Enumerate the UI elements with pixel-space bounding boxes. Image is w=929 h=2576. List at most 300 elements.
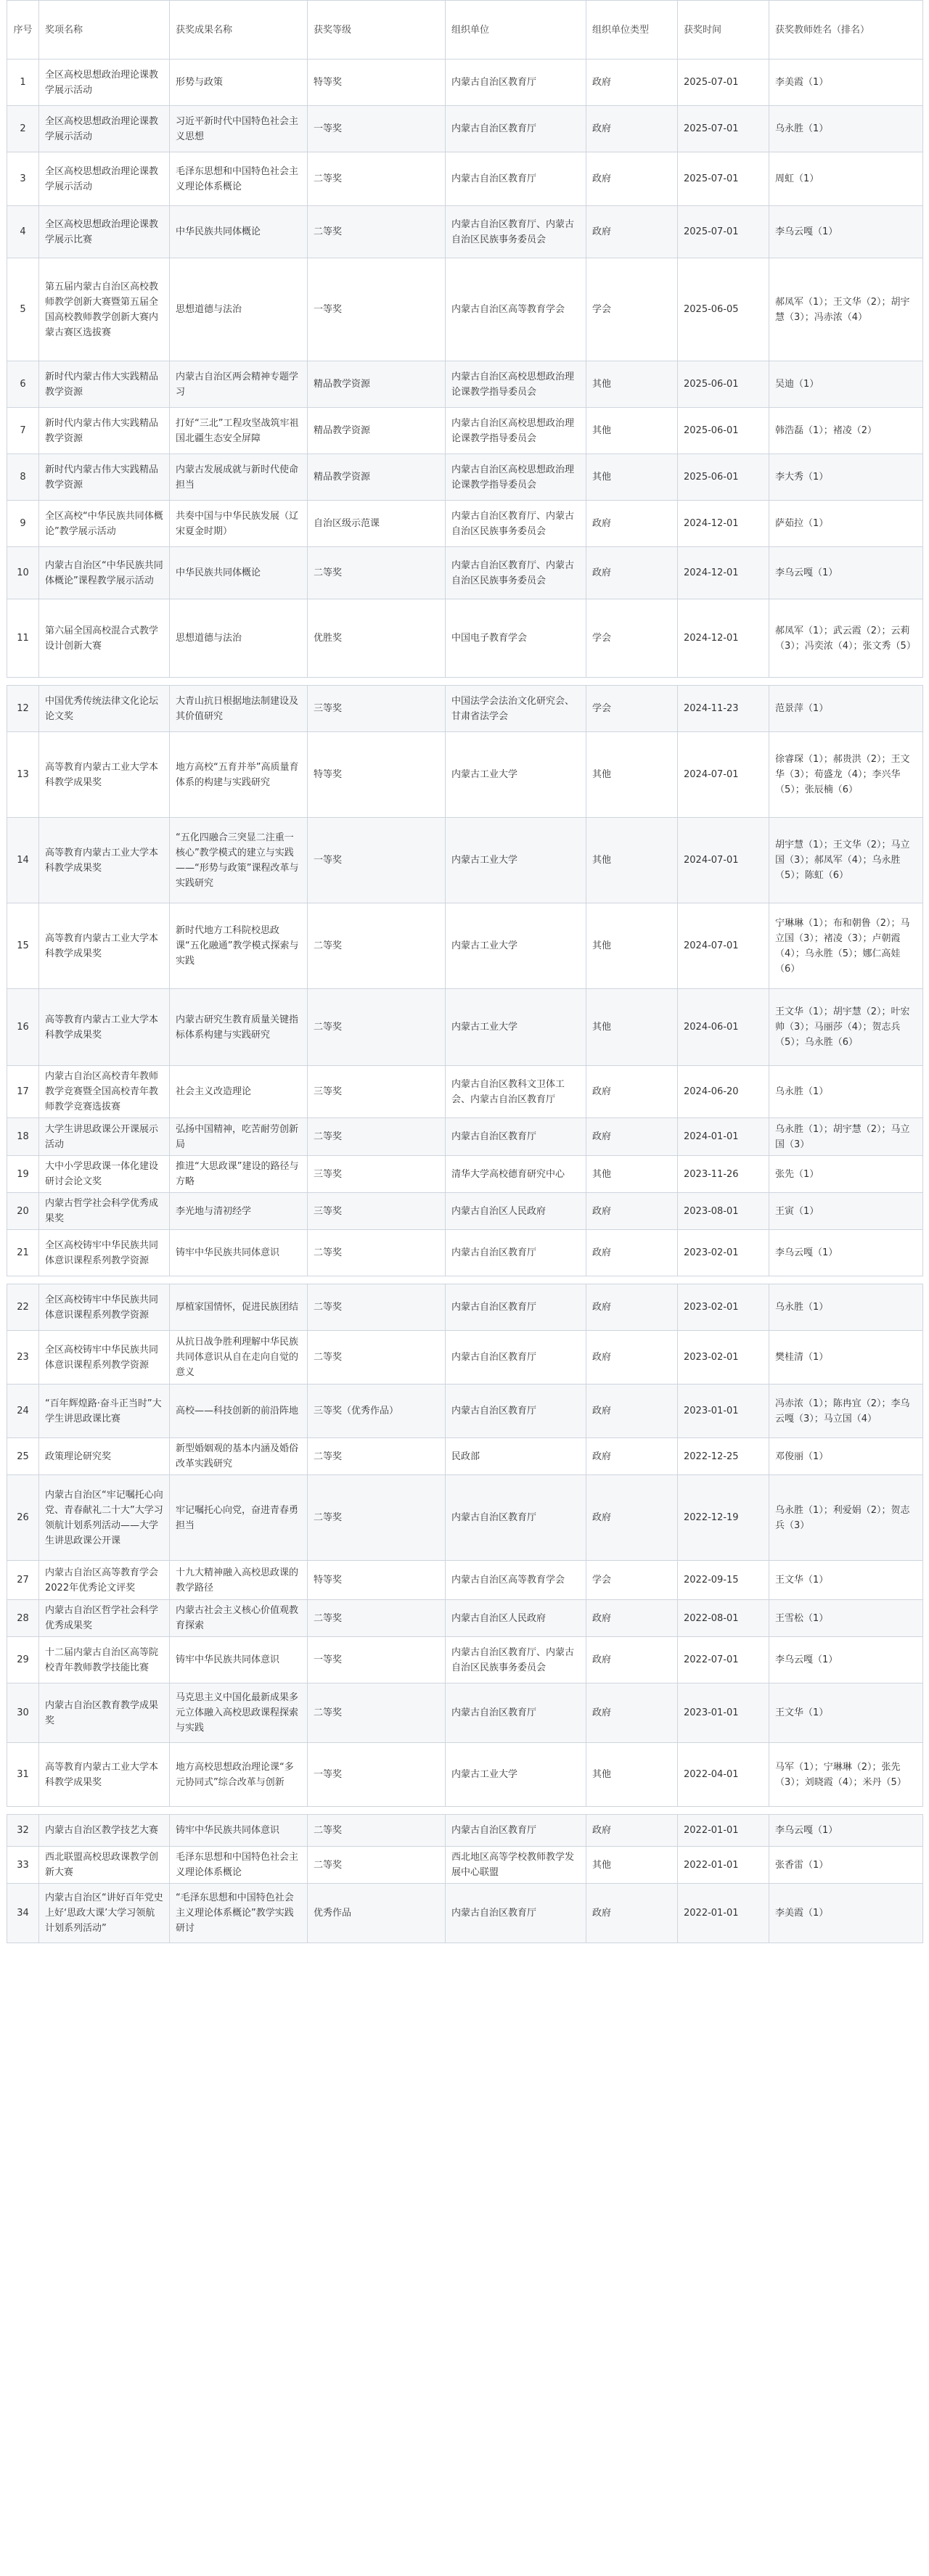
cell-organizer-type: 学会: [586, 1561, 678, 1600]
cell-result-name: 社会主义改造理论: [170, 1066, 308, 1118]
cell-award-date: 2024-06-01: [678, 989, 769, 1066]
cell-award-level: 三等奖: [308, 1066, 446, 1118]
cell-organizer: 内蒙古自治区教育厅: [446, 60, 586, 106]
cell-index: 32: [7, 1815, 39, 1847]
cell-result-name: 习近平新时代中国特色社会主义思想: [170, 106, 308, 152]
cell-organizer: 内蒙古工业大学: [446, 732, 586, 818]
table-row: [7, 1385, 923, 1438]
cell-award-date: 2022-07-01: [678, 1637, 769, 1683]
cell-award-name: 西北联盟高校思政课教学创新大赛: [39, 1847, 170, 1884]
cell-teachers: 宁琳琳（1）；布和朝鲁（2）；马立国（3）；褚凌（3）；卢朝霞（4）；乌永胜（5）；娜仁高娃（6）: [769, 903, 923, 989]
cell-teachers: 郝凤军（1）；王文华（2）；胡宇慧（3）；冯赤浓（4）: [769, 258, 923, 361]
table-row: [7, 106, 923, 152]
cell-index: 28: [7, 1600, 39, 1637]
cell-organizer-type: 政府: [586, 501, 678, 547]
table-row: [7, 501, 923, 547]
cell-index: 22: [7, 1284, 39, 1331]
cell-award-name: 新时代内蒙古伟大实践精品教学资源: [39, 361, 170, 408]
award-table: [7, 0, 923, 1943]
cell-teachers: 邓俊丽（1）: [769, 1438, 923, 1475]
cell-organizer-type: 其他: [586, 361, 678, 408]
table-row: [7, 1438, 923, 1475]
cell-award-date: 2025-07-01: [678, 106, 769, 152]
cell-index: 4: [7, 206, 39, 258]
cell-award-level: 二等奖: [308, 1331, 446, 1385]
table-row: [7, 989, 923, 1066]
cell-organizer-type: 政府: [586, 1230, 678, 1276]
cell-result-name: 打好“三北”工程攻坚战筑牢祖国北疆生态安全屏障: [170, 408, 308, 454]
cell-result-name: 内蒙古自治区两会精神专题学习: [170, 361, 308, 408]
cell-index: 14: [7, 818, 39, 903]
table-row: [7, 152, 923, 206]
table-row: [7, 1066, 923, 1118]
cell-award-name: 高等教育内蒙古工业大学本科教学成果奖: [39, 818, 170, 903]
cell-organizer: 内蒙古自治区教育厅: [446, 152, 586, 206]
cell-result-name: 厚植家国情怀，促进民族团结: [170, 1284, 308, 1331]
table-row: [7, 732, 923, 818]
cell-result-name: 从抗日战争胜利理解中华民族共同体意识从自在走向自觉的意义: [170, 1331, 308, 1385]
cell-result-name: 中华民族共同体概论: [170, 206, 308, 258]
table-row: [7, 1637, 923, 1683]
cell-teachers: 萨茹拉（1）: [769, 501, 923, 547]
cell-organizer: 内蒙古自治区教育厅: [446, 1475, 586, 1561]
cell-teachers: 李乌云嘎（1）: [769, 1637, 923, 1683]
cell-award-level: 二等奖: [308, 1600, 446, 1637]
table-row: [7, 1156, 923, 1193]
cell-teachers: 乌永胜（1）: [769, 1284, 923, 1331]
cell-result-name: 李光地与清初经学: [170, 1193, 308, 1230]
table-row: [7, 1331, 923, 1385]
cell-award-name: 内蒙古自治区教学技艺大赛: [39, 1815, 170, 1847]
cell-award-date: 2024-11-23: [678, 686, 769, 732]
cell-organizer-type: 政府: [586, 1815, 678, 1847]
cell-index: 34: [7, 1884, 39, 1943]
cell-award-date: 2023-01-01: [678, 1385, 769, 1438]
cell-organizer-type: 政府: [586, 106, 678, 152]
cell-result-name: “五化四融合三突显二注重一核心”教学模式的建立与实践——“形势与政策”课程改革与实践研究: [170, 818, 308, 903]
cell-organizer: 内蒙古自治区人民政府: [446, 1600, 586, 1637]
cell-organizer: 内蒙古自治区高校思想政治理论课教学指导委员会: [446, 454, 586, 501]
cell-award-name: 高等教育内蒙古工业大学本科教学成果奖: [39, 732, 170, 818]
cell-teachers: 徐睿琛（1）；郝贵洪（2）；王文华（3）；荀盛龙（4）；李兴华（5）；张辰楠（6）: [769, 732, 923, 818]
cell-organizer: 内蒙古自治区人民政府: [446, 1193, 586, 1230]
cell-award-name: 内蒙古自治区“中华民族共同体概论”课程教学展示活动: [39, 547, 170, 599]
cell-award-level: 二等奖: [308, 1683, 446, 1743]
table-row: [7, 547, 923, 599]
cell-award-name: 全区高校“中华民族共同体概论”教学展示活动: [39, 501, 170, 547]
cell-index: 23: [7, 1331, 39, 1385]
cell-teachers: 乌永胜（1）；利爱娟（2）；贺志兵（3）: [769, 1475, 923, 1561]
cell-award-level: 三等奖: [308, 686, 446, 732]
cell-teachers: 李乌云嘎（1）: [769, 1230, 923, 1276]
cell-award-level: 一等奖: [308, 818, 446, 903]
cell-award-level: 一等奖: [308, 1637, 446, 1683]
cell-organizer-type: 政府: [586, 1475, 678, 1561]
cell-index: 29: [7, 1637, 39, 1683]
header-organizer: 组织单位: [446, 1, 586, 60]
cell-result-name: 地方高校思想政治理论课“多元协同式”综合改革与创新: [170, 1743, 308, 1807]
cell-organizer: 内蒙古自治区教育厅、内蒙古自治区民族事务委员会: [446, 206, 586, 258]
cell-award-level: 二等奖: [308, 903, 446, 989]
cell-organizer: 内蒙古自治区教育厅、内蒙古自治区民族事务委员会: [446, 501, 586, 547]
cell-index: 1: [7, 60, 39, 106]
cell-award-name: 全区高校铸牢中华民族共同体意识课程系列教学资源: [39, 1331, 170, 1385]
cell-award-level: 二等奖: [308, 1475, 446, 1561]
cell-index: 2: [7, 106, 39, 152]
cell-index: 25: [7, 1438, 39, 1475]
cell-organizer: 清华大学高校德育研究中心: [446, 1156, 586, 1193]
cell-organizer: 内蒙古自治区教育厅: [446, 1884, 586, 1943]
cell-index: 16: [7, 989, 39, 1066]
cell-award-level: 精品教学资源: [308, 361, 446, 408]
cell-teachers: 乌永胜（1）: [769, 1066, 923, 1118]
cell-organizer: 内蒙古自治区教育厅、内蒙古自治区民族事务委员会: [446, 547, 586, 599]
cell-award-level: 二等奖: [308, 1118, 446, 1156]
cell-award-level: 三等奖: [308, 1193, 446, 1230]
cell-award-name: 内蒙古哲学社会科学优秀成果奖: [39, 1193, 170, 1230]
cell-organizer: 内蒙古自治区高校思想政治理论课教学指导委员会: [446, 408, 586, 454]
cell-result-name: 铸牢中华民族共同体意识: [170, 1230, 308, 1276]
cell-award-name: 第六届全国高校混合式教学设计创新大赛: [39, 599, 170, 678]
cell-award-date: 2025-06-01: [678, 361, 769, 408]
cell-organizer: 内蒙古自治区教育厅: [446, 1230, 586, 1276]
cell-result-name: 弘扬中国精神，吃苦耐劳创新局: [170, 1118, 308, 1156]
cell-award-date: 2022-01-01: [678, 1884, 769, 1943]
cell-award-level: 一等奖: [308, 258, 446, 361]
cell-award-name: 全区高校思想政治理论课教学展示活动: [39, 60, 170, 106]
cell-award-date: 2024-12-01: [678, 599, 769, 678]
table-row: [7, 1230, 923, 1276]
cell-organizer-type: 政府: [586, 1385, 678, 1438]
cell-award-level: 自治区级示范课: [308, 501, 446, 547]
cell-award-level: 三等奖: [308, 1156, 446, 1193]
row-separator-cell: [7, 1807, 923, 1815]
cell-result-name: 大青山抗日根据地法制建设及其价值研究: [170, 686, 308, 732]
cell-organizer: 西北地区高等学校教师教学发展中心联盟: [446, 1847, 586, 1884]
cell-award-date: 2024-07-01: [678, 732, 769, 818]
cell-organizer-type: 其他: [586, 903, 678, 989]
cell-teachers: 胡宇慧（1）；王文华（2）；马立国（3）；郝凤军（4）；乌永胜（5）；陈虹（6）: [769, 818, 923, 903]
cell-award-name: 高等教育内蒙古工业大学本科教学成果奖: [39, 1743, 170, 1807]
cell-result-name: 内蒙古研究生教育质量关键指标体系构建与实践研究: [170, 989, 308, 1066]
cell-result-name: 高校——科技创新的前沿阵地: [170, 1385, 308, 1438]
table-row: [7, 258, 923, 361]
cell-award-date: 2024-01-01: [678, 1118, 769, 1156]
table-row: [7, 1475, 923, 1561]
cell-teachers: 张先（1）: [769, 1156, 923, 1193]
cell-award-name: 十二届内蒙古自治区高等院校青年教师教学技能比赛: [39, 1637, 170, 1683]
cell-index: 19: [7, 1156, 39, 1193]
cell-index: 6: [7, 361, 39, 408]
table-row: [7, 408, 923, 454]
cell-organizer-type: 政府: [586, 1438, 678, 1475]
cell-organizer: 内蒙古自治区教育厅: [446, 1385, 586, 1438]
cell-award-name: 新时代内蒙古伟大实践精品教学资源: [39, 454, 170, 501]
cell-organizer: 民政部: [446, 1438, 586, 1475]
cell-organizer: 内蒙古自治区高等教育学会: [446, 258, 586, 361]
cell-result-name: 十九大精神融入高校思政课的教学路径: [170, 1561, 308, 1600]
cell-award-date: 2025-06-01: [678, 408, 769, 454]
cell-organizer: 内蒙古自治区高等教育学会: [446, 1561, 586, 1600]
cell-organizer-type: 其他: [586, 1156, 678, 1193]
table-header: [7, 1, 923, 60]
cell-award-name: 内蒙古自治区“讲好百年党史上好‘思政大课’大学习领航计划系列活动”: [39, 1884, 170, 1943]
table-row: [7, 454, 923, 501]
cell-organizer-type: 政府: [586, 60, 678, 106]
table-row: [7, 1284, 923, 1331]
cell-award-date: 2022-04-01: [678, 1743, 769, 1807]
cell-index: 30: [7, 1683, 39, 1743]
cell-award-level: 二等奖: [308, 1230, 446, 1276]
cell-organizer-type: 政府: [586, 1600, 678, 1637]
cell-teachers: 郝凤军（1）；武云霞（2）；云莉（3）；冯奕浓（4）；张文秀（5）: [769, 599, 923, 678]
cell-result-name: 思想道德与法治: [170, 599, 308, 678]
cell-organizer-type: 其他: [586, 454, 678, 501]
cell-result-name: 形势与政策: [170, 60, 308, 106]
cell-award-name: 内蒙古自治区高校青年教师教学竞赛暨全国高校青年教师教学竞赛选拔赛: [39, 1066, 170, 1118]
cell-organizer: 内蒙古工业大学: [446, 903, 586, 989]
table-row: [7, 1561, 923, 1600]
cell-organizer: 内蒙古工业大学: [446, 1743, 586, 1807]
cell-award-name: 全区高校思想政治理论课教学展示活动: [39, 106, 170, 152]
cell-result-name: 内蒙古发展成就与新时代使命担当: [170, 454, 308, 501]
cell-organizer-type: 其他: [586, 732, 678, 818]
cell-award-name: 内蒙古自治区“牢记嘱托心向党、青春献礼二十大”大学习领航计划系列活动——大学生讲思政课公开课: [39, 1475, 170, 1561]
cell-award-level: 精品教学资源: [308, 454, 446, 501]
table-row: [7, 1193, 923, 1230]
cell-teachers: 李乌云嘎（1）: [769, 206, 923, 258]
cell-result-name: 铸牢中华民族共同体意识: [170, 1637, 308, 1683]
cell-teachers: 李大秀（1）: [769, 454, 923, 501]
cell-organizer-type: 政府: [586, 1637, 678, 1683]
cell-result-name: 共奏中国与中华民族发展（辽宋夏金时期）: [170, 501, 308, 547]
cell-award-name: 全区高校思想政治理论课教学展示活动: [39, 152, 170, 206]
table-row: [7, 1743, 923, 1807]
cell-award-date: 2025-07-01: [678, 206, 769, 258]
table-row: [7, 1815, 923, 1847]
cell-organizer-type: 政府: [586, 1118, 678, 1156]
table-row: [7, 1884, 923, 1943]
cell-result-name: 思想道德与法治: [170, 258, 308, 361]
table-row: [7, 686, 923, 732]
cell-award-date: 2024-12-01: [678, 547, 769, 599]
table-row: [7, 1683, 923, 1743]
cell-teachers: 王文华（1）；胡宇慧（2）；叶宏帅（3）；马丽莎（4）；贺志兵（5）；乌永胜（6）: [769, 989, 923, 1066]
cell-award-level: 二等奖: [308, 1847, 446, 1884]
cell-index: 3: [7, 152, 39, 206]
cell-teachers: 范景萍（1）: [769, 686, 923, 732]
cell-index: 12: [7, 686, 39, 732]
cell-organizer: 内蒙古工业大学: [446, 989, 586, 1066]
row-separator: [7, 678, 923, 686]
cell-teachers: 周虹（1）: [769, 152, 923, 206]
header-organizer-type: 组织单位类型: [586, 1, 678, 60]
row-separator-cell: [7, 1276, 923, 1284]
cell-award-date: 2022-12-25: [678, 1438, 769, 1475]
header-index: 序号: [7, 1, 39, 60]
table-row: [7, 1847, 923, 1884]
row-separator: [7, 1276, 923, 1284]
cell-organizer-type: 政府: [586, 1683, 678, 1743]
cell-teachers: 李美霞（1）: [769, 1884, 923, 1943]
cell-award-date: 2025-07-01: [678, 152, 769, 206]
cell-organizer: 内蒙古自治区教育厅: [446, 106, 586, 152]
cell-award-date: 2023-02-01: [678, 1230, 769, 1276]
cell-award-date: 2025-07-01: [678, 60, 769, 106]
cell-award-name: 全区高校铸牢中华民族共同体意识课程系列教学资源: [39, 1230, 170, 1276]
cell-award-level: 二等奖: [308, 1284, 446, 1331]
table-row: [7, 903, 923, 989]
cell-award-name: 内蒙古自治区哲学社会科学优秀成果奖: [39, 1600, 170, 1637]
cell-award-date: 2024-12-01: [678, 501, 769, 547]
cell-award-name: 大中小学思政课一体化建设研讨会论文奖: [39, 1156, 170, 1193]
cell-teachers: 马军（1）；宁琳琳（2）；张先（3）；刘晓霞（4）；米丹（5）: [769, 1743, 923, 1807]
cell-award-name: “百年辉煌路·奋斗正当时”大学生讲思政课比赛: [39, 1385, 170, 1438]
cell-award-date: 2022-12-19: [678, 1475, 769, 1561]
cell-award-name: 高等教育内蒙古工业大学本科教学成果奖: [39, 989, 170, 1066]
cell-index: 10: [7, 547, 39, 599]
cell-award-name: 全区高校思想政治理论课教学展示比赛: [39, 206, 170, 258]
cell-organizer-type: 学会: [586, 599, 678, 678]
cell-teachers: 张香雷（1）: [769, 1847, 923, 1884]
cell-organizer: 中国法学会法治文化研究会、甘肃省法学会: [446, 686, 586, 732]
cell-result-name: “毛泽东思想和中国特色社会主义理论体系概论”教学实践研讨: [170, 1884, 308, 1943]
cell-organizer: 内蒙古自治区教育厅: [446, 1118, 586, 1156]
cell-teachers: 吴迪（1）: [769, 361, 923, 408]
cell-result-name: 中华民族共同体概论: [170, 547, 308, 599]
cell-award-name: 大学生讲思政课公开课展示活动: [39, 1118, 170, 1156]
cell-organizer-type: 政府: [586, 1193, 678, 1230]
cell-teachers: 韩浩磊（1）；褚凌（2）: [769, 408, 923, 454]
cell-result-name: 推进“大思政课”建设的路径与方略: [170, 1156, 308, 1193]
cell-award-date: 2022-01-01: [678, 1815, 769, 1847]
cell-result-name: 新时代地方工科院校思政课“五化融通”教学模式探索与实践: [170, 903, 308, 989]
cell-award-date: 2023-02-01: [678, 1284, 769, 1331]
cell-award-name: 中国优秀传统法律文化论坛论文奖: [39, 686, 170, 732]
cell-organizer-type: 政府: [586, 206, 678, 258]
cell-organizer-type: 其他: [586, 408, 678, 454]
cell-result-name: 新型婚姻观的基本内涵及婚俗改革实践研究: [170, 1438, 308, 1475]
cell-result-name: 地方高校“五育并举”高质量育体系的构建与实践研究: [170, 732, 308, 818]
cell-organizer: 内蒙古自治区教育厅: [446, 1331, 586, 1385]
cell-teachers: 王寅（1）: [769, 1193, 923, 1230]
cell-teachers: 王雪松（1）: [769, 1600, 923, 1637]
cell-award-date: 2024-07-01: [678, 818, 769, 903]
cell-award-date: 2025-06-01: [678, 454, 769, 501]
cell-award-date: 2024-07-01: [678, 903, 769, 989]
cell-award-level: 精品教学资源: [308, 408, 446, 454]
cell-award-date: 2023-08-01: [678, 1193, 769, 1230]
cell-organizer: 内蒙古自治区教育厅: [446, 1815, 586, 1847]
cell-teachers: 樊桂清（1）: [769, 1331, 923, 1385]
cell-award-level: 二等奖: [308, 1438, 446, 1475]
cell-award-level: 一等奖: [308, 106, 446, 152]
cell-award-name: 内蒙古自治区高等教育学会2022年优秀论文评奖: [39, 1561, 170, 1600]
cell-award-date: 2022-09-15: [678, 1561, 769, 1600]
cell-index: 15: [7, 903, 39, 989]
cell-result-name: 铸牢中华民族共同体意识: [170, 1815, 308, 1847]
table-row: [7, 361, 923, 408]
cell-teachers: 乌永胜（1）；胡宇慧（2）；马立国（3）: [769, 1118, 923, 1156]
cell-organizer-type: 学会: [586, 258, 678, 361]
table-row: [7, 599, 923, 678]
cell-index: 18: [7, 1118, 39, 1156]
cell-award-level: 一等奖: [308, 1743, 446, 1807]
header-award-level: 获奖等级: [308, 1, 446, 60]
cell-organizer-type: 政府: [586, 547, 678, 599]
cell-award-date: 2023-11-26: [678, 1156, 769, 1193]
cell-index: 17: [7, 1066, 39, 1118]
cell-result-name: 马克思主义中国化最新成果多元立体融入高校思政课程探索与实践: [170, 1683, 308, 1743]
cell-award-level: 三等奖（优秀作品）: [308, 1385, 446, 1438]
row-separator-cell: [7, 678, 923, 686]
cell-award-level: 特等奖: [308, 732, 446, 818]
cell-award-level: 优秀作品: [308, 1884, 446, 1943]
cell-index: 20: [7, 1193, 39, 1230]
cell-organizer: 内蒙古自治区教育厅、内蒙古自治区民族事务委员会: [446, 1637, 586, 1683]
cell-organizer-type: 其他: [586, 1847, 678, 1884]
cell-teachers: 李乌云嘎（1）: [769, 547, 923, 599]
cell-result-name: 毛泽东思想和中国特色社会主义理论体系概论: [170, 1847, 308, 1884]
cell-organizer-type: 其他: [586, 1743, 678, 1807]
cell-award-level: 二等奖: [308, 1815, 446, 1847]
cell-index: 27: [7, 1561, 39, 1600]
cell-index: 7: [7, 408, 39, 454]
cell-teachers: 冯赤浓（1）；陈冉宜（2）；李乌云嘎（3）；马立国（4）: [769, 1385, 923, 1438]
cell-result-name: 毛泽东思想和中国特色社会主义理论体系概论: [170, 152, 308, 206]
cell-teachers: 李乌云嘎（1）: [769, 1815, 923, 1847]
cell-award-name: 全区高校铸牢中华民族共同体意识课程系列教学资源: [39, 1284, 170, 1331]
cell-index: 9: [7, 501, 39, 547]
cell-award-name: 政策理论研究奖: [39, 1438, 170, 1475]
cell-award-name: 内蒙古自治区教育教学成果奖: [39, 1683, 170, 1743]
cell-award-level: 二等奖: [308, 989, 446, 1066]
cell-award-date: 2023-01-01: [678, 1683, 769, 1743]
table-row: [7, 60, 923, 106]
table-row: [7, 1600, 923, 1637]
cell-organizer: 中国电子教育学会: [446, 599, 586, 678]
cell-organizer: 内蒙古自治区教育厅: [446, 1683, 586, 1743]
header-result-name: 获奖成果名称: [170, 1, 308, 60]
cell-organizer-type: 政府: [586, 152, 678, 206]
cell-award-name: 高等教育内蒙古工业大学本科教学成果奖: [39, 903, 170, 989]
cell-organizer-type: 政府: [586, 1284, 678, 1331]
cell-award-level: 特等奖: [308, 1561, 446, 1600]
cell-award-level: 二等奖: [308, 152, 446, 206]
cell-teachers: 王文华（1）: [769, 1683, 923, 1743]
header-teachers: 获奖教师姓名（排名）: [769, 1, 923, 60]
cell-organizer-type: 政府: [586, 1884, 678, 1943]
cell-result-name: 牢记嘱托心向党，奋进青春勇担当: [170, 1475, 308, 1561]
cell-award-date: 2022-08-01: [678, 1600, 769, 1637]
cell-organizer: 内蒙古自治区教育厅: [446, 1284, 586, 1331]
cell-organizer: 内蒙古自治区教科文卫体工会、内蒙古自治区教育厅: [446, 1066, 586, 1118]
cell-teachers: 王文华（1）: [769, 1561, 923, 1600]
cell-organizer-type: 其他: [586, 989, 678, 1066]
cell-award-date: 2025-06-05: [678, 258, 769, 361]
cell-index: 21: [7, 1230, 39, 1276]
cell-index: 33: [7, 1847, 39, 1884]
cell-index: 31: [7, 1743, 39, 1807]
cell-index: 5: [7, 258, 39, 361]
cell-organizer-type: 政府: [586, 1331, 678, 1385]
cell-award-level: 特等奖: [308, 60, 446, 106]
row-separator: [7, 1807, 923, 1815]
cell-award-level: 二等奖: [308, 206, 446, 258]
cell-result-name: 内蒙古社会主义核心价值观教育探索: [170, 1600, 308, 1637]
header-award-name: 奖项名称: [39, 1, 170, 60]
cell-organizer: 内蒙古工业大学: [446, 818, 586, 903]
